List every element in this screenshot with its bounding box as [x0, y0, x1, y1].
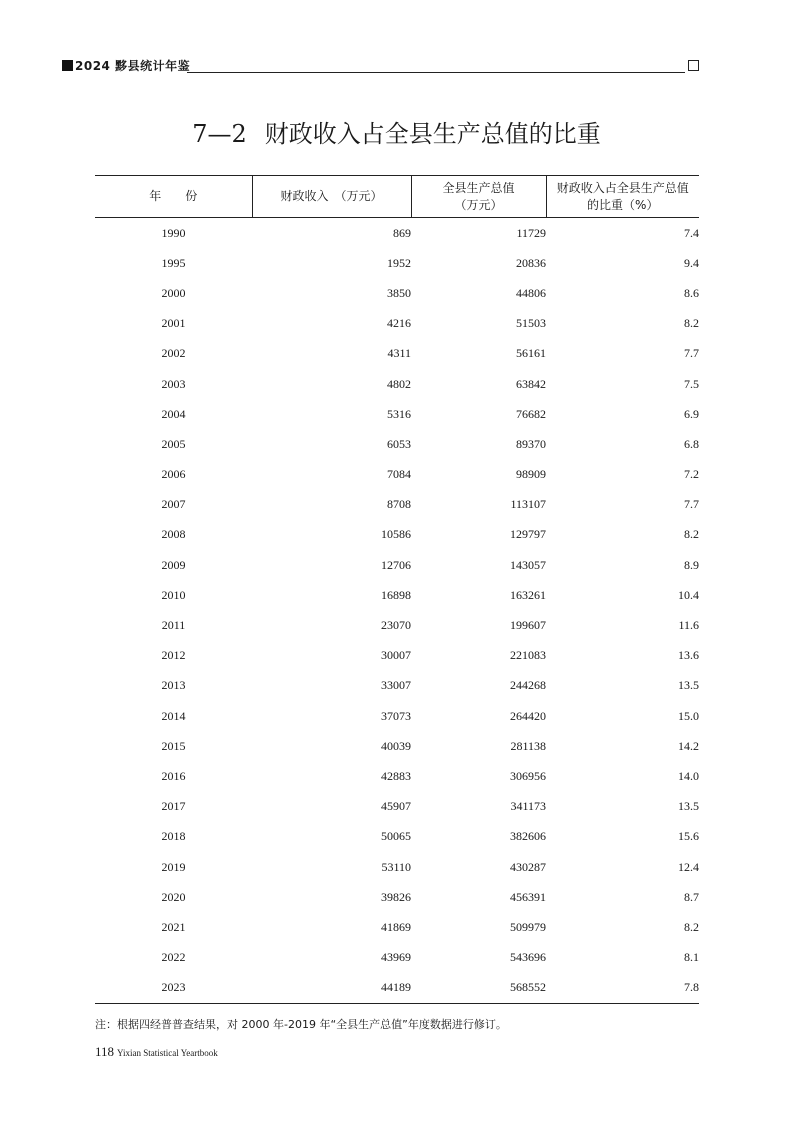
cell-gdp: 509979	[510, 919, 546, 934]
table-row	[95, 580, 699, 610]
cell-ratio: 7.5	[684, 376, 699, 391]
cell-year: 2003	[161, 376, 186, 391]
col-header-revenue: 财政收入 （万元）	[252, 176, 411, 218]
cell-gdp: 20836	[516, 255, 546, 270]
cell-ratio: 7.2	[684, 467, 699, 482]
cell-ratio: 14.0	[678, 768, 699, 783]
cell-revenue: 45907	[381, 799, 411, 814]
cell-gdp: 281138	[510, 738, 546, 753]
cell-year: 2022	[161, 950, 186, 965]
cell-gdp: 11729	[516, 225, 546, 240]
cell-year: 2011	[161, 618, 186, 633]
table-row	[95, 641, 699, 671]
cell-ratio: 13.5	[678, 678, 699, 693]
cell-revenue: 10586	[381, 527, 411, 542]
cell-gdp: 56161	[516, 346, 546, 361]
cell-revenue: 43969	[381, 950, 411, 965]
cell-gdp: 163261	[510, 587, 546, 602]
cell-ratio: 7.4	[684, 225, 699, 240]
cell-gdp: 568552	[510, 980, 546, 995]
cell-ratio: 8.2	[684, 316, 699, 331]
cell-year: 2013	[161, 678, 186, 693]
cell-gdp: 51503	[516, 316, 546, 331]
table-number: 7—2	[192, 120, 247, 148]
table-row	[95, 399, 699, 429]
table-row	[95, 429, 699, 459]
cell-gdp: 98909	[516, 467, 546, 482]
cell-year: 2015	[161, 738, 186, 753]
cell-ratio: 8.7	[684, 889, 699, 904]
cell-year: 2012	[161, 648, 186, 663]
page-footer	[95, 1041, 218, 1060]
cell-year: 2018	[161, 829, 186, 844]
col-header-ratio-line1: 财政收入占全县生产总值	[556, 180, 689, 195]
cell-revenue: 30007	[381, 648, 411, 663]
cell-year: 2020	[161, 889, 186, 904]
cell-year: 2009	[161, 557, 186, 572]
cell-ratio: 8.1	[684, 950, 699, 965]
cell-gdp: 113107	[510, 497, 546, 512]
table-row	[95, 882, 699, 912]
cell-ratio: 11.6	[678, 618, 699, 633]
data-table	[95, 175, 699, 1004]
table-row	[95, 822, 699, 852]
cell-year: 2021	[161, 919, 186, 934]
cell-revenue: 869	[393, 225, 411, 240]
cell-year: 2023	[161, 980, 186, 995]
table-row	[95, 852, 699, 882]
table-row	[95, 490, 699, 520]
cell-gdp: 76682	[516, 406, 546, 421]
cell-ratio: 7.7	[684, 497, 699, 512]
cell-year: 2017	[161, 799, 186, 814]
cell-ratio: 15.6	[678, 829, 699, 844]
page-number: 118	[95, 1044, 115, 1059]
cell-ratio: 9.4	[684, 255, 699, 270]
cell-gdp: 456391	[510, 889, 546, 904]
cell-ratio: 10.4	[678, 587, 699, 602]
cell-year: 2005	[161, 436, 186, 451]
cell-ratio: 6.9	[684, 406, 699, 421]
table-row	[95, 520, 699, 550]
cell-ratio: 15.0	[678, 708, 699, 723]
cell-revenue: 39826	[381, 889, 411, 904]
header-box-mark	[688, 60, 699, 71]
cell-gdp: 89370	[516, 436, 546, 451]
cell-revenue: 40039	[381, 738, 411, 753]
table-row	[95, 671, 699, 701]
cell-revenue: 37073	[381, 708, 411, 723]
table-body	[95, 218, 699, 1004]
cell-year: 2019	[161, 859, 186, 874]
cell-gdp: 382606	[510, 829, 546, 844]
header-rule	[187, 72, 685, 73]
cell-year: 2004	[161, 406, 186, 421]
table-row	[95, 701, 699, 731]
cell-ratio: 8.2	[684, 919, 699, 934]
cell-year: 2016	[161, 768, 186, 783]
cell-gdp: 430287	[510, 859, 546, 874]
cell-ratio: 7.7	[684, 346, 699, 361]
cell-year: 2007	[161, 497, 186, 512]
cell-revenue: 3850	[387, 285, 411, 300]
cell-year: 2006	[161, 467, 186, 482]
cell-year: 2002	[161, 346, 186, 361]
cell-revenue: 44189	[381, 980, 411, 995]
cell-ratio: 13.5	[678, 799, 699, 814]
col-header-ratio	[546, 176, 699, 218]
cell-ratio: 8.9	[684, 557, 699, 572]
footer-text: Yixian Statistical Yeartbook	[117, 1048, 218, 1058]
cell-year: 2014	[161, 708, 186, 723]
cell-gdp: 143057	[510, 557, 546, 572]
cell-revenue: 53110	[381, 859, 411, 874]
table-row	[95, 792, 699, 822]
table-row	[95, 912, 699, 942]
cell-gdp: 244268	[510, 678, 546, 693]
cell-year: 2000	[161, 285, 186, 300]
cell-revenue: 1952	[387, 255, 411, 270]
cell-revenue: 8708	[387, 497, 411, 512]
table-header-row	[95, 176, 699, 218]
col-header-year: 年 份	[149, 189, 198, 203]
cell-revenue: 16898	[381, 587, 411, 602]
table-row	[95, 731, 699, 761]
cell-revenue: 4802	[387, 376, 411, 391]
table-row	[95, 610, 699, 640]
running-header	[62, 57, 699, 75]
header-square-mark	[62, 60, 73, 71]
cell-ratio: 14.2	[678, 738, 699, 753]
cell-revenue: 42883	[381, 768, 411, 783]
cell-ratio: 13.6	[678, 648, 699, 663]
cell-gdp: 199607	[510, 618, 546, 633]
col-header-gdp	[411, 176, 546, 218]
cell-ratio: 8.6	[684, 285, 699, 300]
cell-year: 2001	[161, 316, 186, 331]
table-row	[95, 550, 699, 580]
cell-year: 2008	[161, 527, 186, 542]
cell-gdp: 543696	[510, 950, 546, 965]
table-title: 财政收入占全县生产总值的比重	[264, 120, 601, 148]
cell-revenue: 50065	[381, 829, 411, 844]
cell-revenue: 5316	[387, 406, 411, 421]
cell-revenue: 12706	[381, 557, 411, 572]
cell-revenue: 6053	[387, 436, 411, 451]
cell-ratio: 7.8	[684, 980, 699, 995]
cell-gdp: 221083	[510, 648, 546, 663]
table-row	[95, 973, 699, 1004]
cell-gdp: 129797	[510, 527, 546, 542]
cell-revenue: 33007	[381, 678, 411, 693]
cell-revenue: 4216	[387, 316, 411, 331]
col-header-ratio-line2: 的比重（%）	[587, 197, 659, 212]
cell-gdp: 341173	[510, 799, 546, 814]
footnote: 注：根据四经普普查结果，对 2000 年-2019 年“全县生产总值”年度数据进行修订。	[95, 1018, 507, 1031]
table-row	[95, 460, 699, 490]
cell-gdp: 264420	[510, 708, 546, 723]
col-header-gdp-line1: 全县生产总值	[442, 180, 515, 195]
cell-revenue: 23070	[381, 618, 411, 633]
col-header-gdp-line2: （万元）	[454, 197, 503, 212]
table-row	[95, 339, 699, 369]
cell-gdp: 306956	[510, 768, 546, 783]
cell-ratio: 8.2	[684, 527, 699, 542]
table-row	[95, 248, 699, 278]
cell-gdp: 44806	[516, 285, 546, 300]
cell-revenue: 4311	[387, 346, 411, 361]
cell-revenue: 41869	[381, 919, 411, 934]
page-title	[0, 116, 793, 152]
cell-ratio: 12.4	[678, 859, 699, 874]
table-row	[95, 761, 699, 791]
header-title: 2024 黟县统计年鉴	[75, 59, 191, 73]
table-row	[95, 943, 699, 973]
table-row	[95, 369, 699, 399]
cell-year: 2010	[161, 587, 186, 602]
cell-ratio: 6.8	[684, 436, 699, 451]
table-row	[95, 218, 699, 249]
cell-year: 1995	[161, 255, 186, 270]
cell-gdp: 63842	[516, 376, 546, 391]
cell-revenue: 7084	[387, 467, 411, 482]
table-row	[95, 309, 699, 339]
table-row	[95, 278, 699, 308]
cell-year: 1990	[161, 225, 186, 240]
